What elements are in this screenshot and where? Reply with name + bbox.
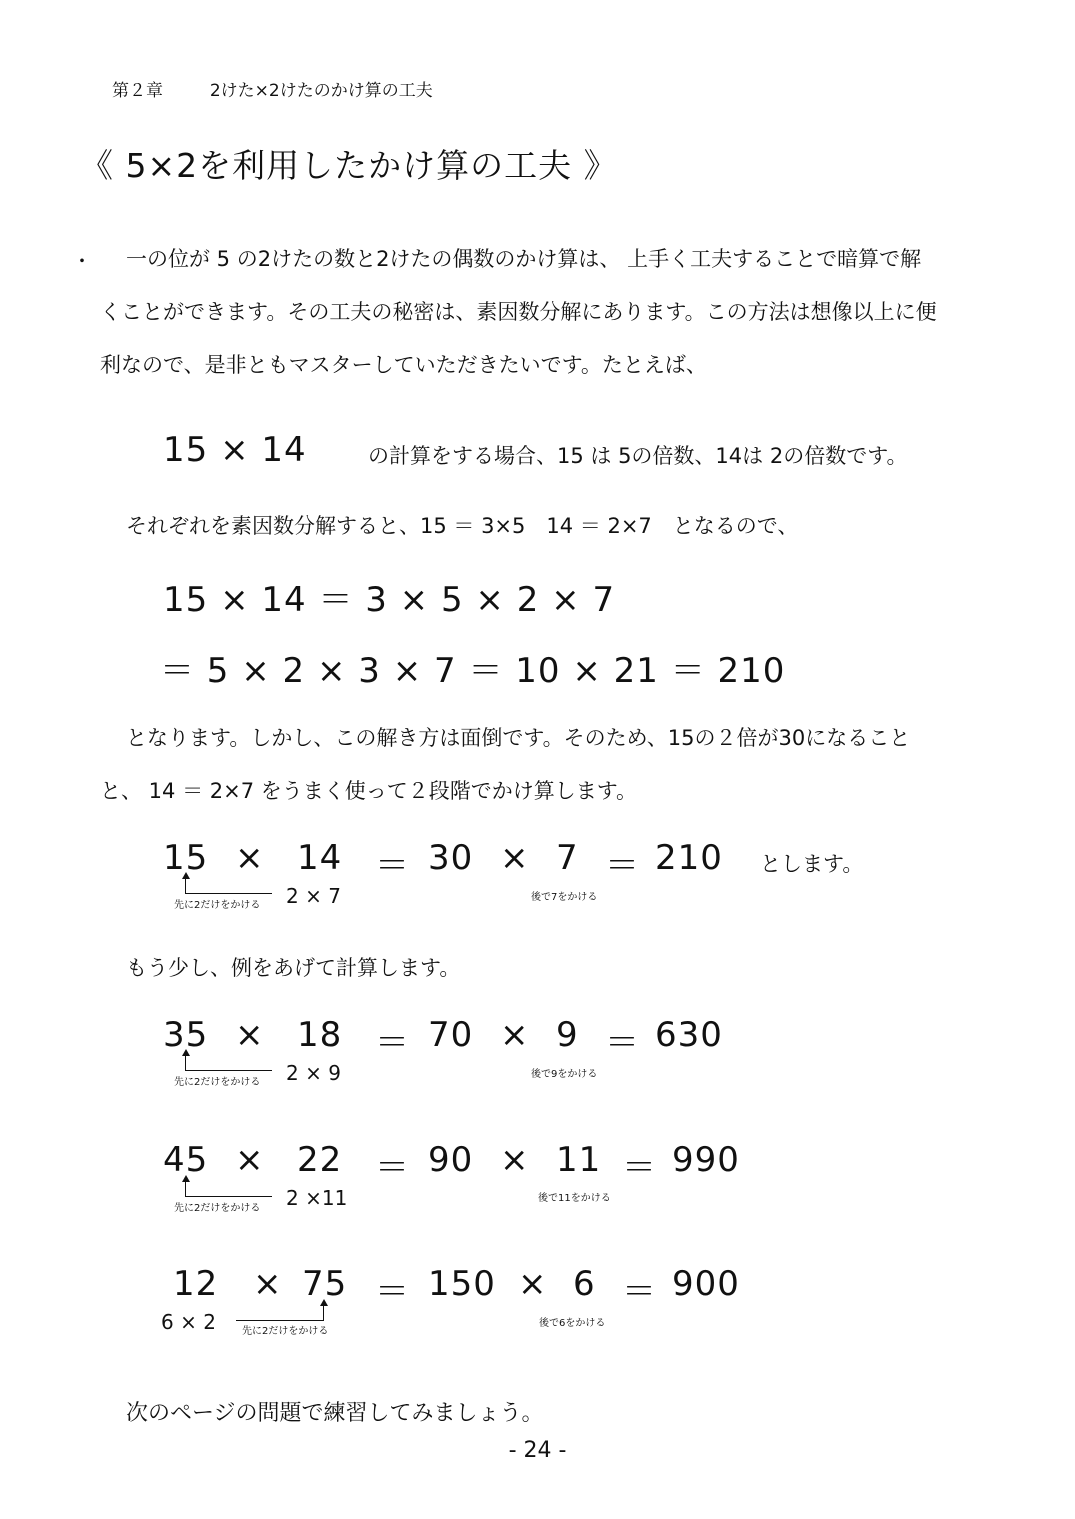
equals-symbol: ＝ — [622, 1272, 657, 1312]
times-symbol: × — [518, 1264, 548, 1304]
arrow-up-icon — [320, 1299, 328, 1306]
factorization-text: それぞれを素因数分解すると、15 ＝ 3×5 14 ＝ 2×7 となるので、 — [126, 514, 799, 538]
intro-line-1: 一の位が 5 の2けたの数と2けたの偶数のかけ算は、 上手く工夫することで暗算で解 — [126, 247, 922, 271]
bullet-marker: ・ — [72, 249, 92, 273]
chapter-number: 第２章 — [112, 81, 163, 101]
times-symbol: × — [235, 1140, 265, 1180]
factor-a: 12 — [173, 1264, 219, 1304]
times-symbol: × — [235, 838, 265, 878]
result: 210 — [655, 838, 723, 878]
page-title: 《 5×2を利用したかけ算の工夫 》 — [80, 146, 618, 185]
times-symbol: × — [235, 1015, 265, 1055]
result: 630 — [655, 1015, 723, 1055]
arrow-up-icon — [182, 1175, 190, 1182]
chapter-header — [112, 76, 433, 101]
factor-c: 70 — [428, 1015, 474, 1055]
factor-a: 35 — [163, 1015, 209, 1055]
factor-d: 7 — [556, 838, 579, 878]
explanation-line-2: と、 14 ＝ 2×7 をうまく使って２段階でかけ算します。 — [100, 779, 638, 803]
later-note: 後で7をかける — [531, 892, 598, 903]
equals-symbol: ＝ — [622, 1148, 657, 1188]
arrow-up-icon — [182, 872, 190, 879]
factor-b: 18 — [297, 1015, 343, 1055]
factor-a: 15 — [163, 838, 209, 878]
arrow-line — [185, 1054, 272, 1071]
factor-a: 45 — [163, 1140, 209, 1180]
example-description: の計算をする場合、15 は 5の倍数、14は 2の倍数です。 — [368, 444, 908, 468]
equation-line-2: ＝ 5 × 2 × 3 × 7 ＝ 10 × 21 ＝ 210 — [160, 651, 786, 691]
times-symbol: × — [500, 1015, 530, 1055]
equals-symbol: ＝ — [375, 1023, 410, 1063]
equals-symbol: ＝ — [605, 846, 640, 886]
times-symbol: × — [253, 1264, 283, 1304]
later-note: 後で9をかける — [531, 1069, 598, 1080]
later-note: 後で6をかける — [539, 1318, 606, 1329]
first-note: 先に2だけをかける — [174, 1077, 261, 1088]
intro-line-2: くことができます。その工夫の秘密は、素因数分解にあります。この方法は想像以上に便 — [100, 300, 937, 324]
equation-line-1: 15 × 14 ＝ 3 × 5 × 2 × 7 — [163, 580, 616, 620]
split-label: 2 × 7 — [286, 884, 341, 908]
arrow-line — [185, 1180, 272, 1197]
factor-b: 75 — [302, 1264, 348, 1304]
closing-text: 次のページの問題で練習してみましょう。 — [126, 1401, 544, 1426]
equals-symbol: ＝ — [605, 1023, 640, 1063]
arrow-line — [236, 1304, 324, 1321]
equals-symbol: ＝ — [375, 1272, 410, 1312]
result: 900 — [672, 1264, 740, 1304]
arrow-line — [185, 877, 272, 894]
factor-d: 6 — [573, 1264, 596, 1304]
explanation-line-1: となります。しかし、この解き方は面倒です。そのため、15の２倍が30になること — [126, 726, 911, 750]
first-note: 先に2だけをかける — [174, 1203, 261, 1214]
factor-c: 150 — [428, 1264, 496, 1304]
intro-line-3: 利なので、是非ともマスターしていただきたいです。たとえば、 — [100, 353, 707, 377]
suffix-text: とします。 — [760, 852, 864, 876]
factor-c: 30 — [428, 838, 474, 878]
chapter-title: 2けた×2けたのかけ算の工夫 — [209, 81, 433, 101]
factor-d: 11 — [556, 1140, 602, 1180]
factor-b: 14 — [297, 838, 343, 878]
split-label: 6 × 2 — [161, 1310, 216, 1334]
factor-d: 9 — [556, 1015, 579, 1055]
result: 990 — [672, 1140, 740, 1180]
page-number: - 24 - — [508, 1438, 567, 1463]
times-symbol: × — [500, 838, 530, 878]
split-label: 2 ×11 — [286, 1186, 348, 1210]
example-expression: 15 × 14 — [163, 430, 307, 470]
later-note: 後で11をかける — [538, 1193, 611, 1204]
equals-symbol: ＝ — [375, 846, 410, 886]
arrow-up-icon — [182, 1049, 190, 1056]
split-label: 2 × 9 — [286, 1061, 341, 1085]
times-symbol: × — [500, 1140, 530, 1180]
first-note: 先に2だけをかける — [242, 1326, 329, 1337]
first-note: 先に2だけをかける — [174, 900, 261, 911]
factor-b: 22 — [297, 1140, 343, 1180]
more-examples-text: もう少し、例をあげて計算します。 — [126, 956, 461, 980]
factor-c: 90 — [428, 1140, 474, 1180]
equals-symbol: ＝ — [375, 1148, 410, 1188]
